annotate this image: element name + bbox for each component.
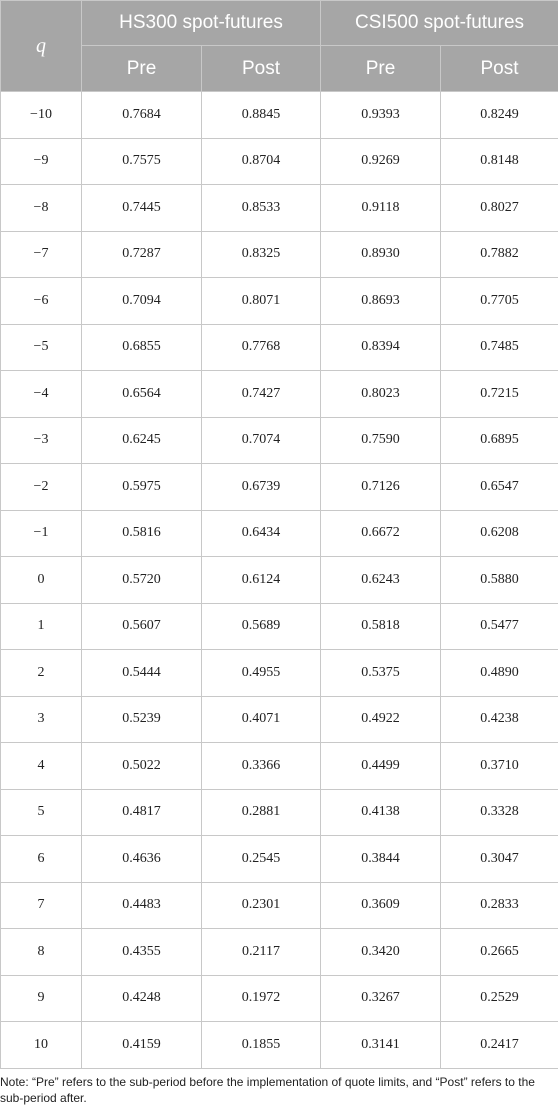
hs300-post-value: 0.7427 [202, 371, 321, 418]
hs300-pre-value: 0.5444 [82, 650, 202, 697]
hs300-pre-value: 0.7287 [82, 231, 202, 278]
table-row [1, 789, 558, 836]
csi500-pre-value: 0.8023 [321, 371, 441, 418]
csi500-pre-value: 0.5375 [321, 650, 441, 697]
csi500-pre-value: 0.9118 [321, 185, 441, 232]
table-header [1, 1, 558, 92]
q-value: 1 [1, 603, 82, 650]
q-value: 8 [1, 929, 82, 976]
hs300-post-header: Post [202, 46, 321, 92]
hs300-post-value: 0.4071 [202, 696, 321, 743]
hs300-post-value: 0.2545 [202, 836, 321, 883]
table-row [1, 92, 558, 139]
table-row [1, 603, 558, 650]
hs300-pre-value: 0.4159 [82, 1022, 202, 1069]
header-row-groups [1, 1, 558, 46]
csi500-post-value: 0.2665 [441, 929, 558, 976]
hs300-post-value: 0.7074 [202, 417, 321, 464]
table-row [1, 836, 558, 883]
csi500-post-value: 0.6547 [441, 464, 558, 511]
q-value: −5 [1, 324, 82, 371]
csi500-post-value: 0.6208 [441, 510, 558, 557]
hs300-pre-value: 0.7575 [82, 138, 202, 185]
hs300-post-value: 0.8704 [202, 138, 321, 185]
hs300-pre-value: 0.4817 [82, 789, 202, 836]
hs300-post-value: 0.8845 [202, 92, 321, 139]
csi500-pre-value: 0.4138 [321, 789, 441, 836]
csi500-pre-value: 0.5818 [321, 603, 441, 650]
q-value: 6 [1, 836, 82, 883]
q-value: 9 [1, 975, 82, 1022]
hs300-post-value: 0.8325 [202, 231, 321, 278]
hs300-pre-value: 0.5239 [82, 696, 202, 743]
q-value: −2 [1, 464, 82, 511]
csi500-post-value: 0.7882 [441, 231, 558, 278]
csi500-post-value: 0.7485 [441, 324, 558, 371]
csi500-pre-value: 0.8693 [321, 278, 441, 325]
q-value: 7 [1, 882, 82, 929]
table-row [1, 324, 558, 371]
csi500-post-value: 0.2529 [441, 975, 558, 1022]
table-body [1, 92, 558, 1069]
hs300-post-value: 0.3366 [202, 743, 321, 790]
csi500-pre-value: 0.3141 [321, 1022, 441, 1069]
table-row [1, 1022, 558, 1069]
q-column-header: q [1, 1, 82, 92]
table-row [1, 185, 558, 232]
csi500-post-value: 0.7215 [441, 371, 558, 418]
hs300-post-value: 0.1972 [202, 975, 321, 1022]
hs300-pre-value: 0.7094 [82, 278, 202, 325]
table-row [1, 975, 558, 1022]
csi500-pre-value: 0.9393 [321, 92, 441, 139]
csi500-pre-header: Pre [321, 46, 441, 92]
csi500-pre-value: 0.8930 [321, 231, 441, 278]
csi500-post-value: 0.4238 [441, 696, 558, 743]
hs300-post-value: 0.2117 [202, 929, 321, 976]
csi500-post-value: 0.2833 [441, 882, 558, 929]
csi500-pre-value: 0.6672 [321, 510, 441, 557]
csi500-pre-value: 0.4499 [321, 743, 441, 790]
hs300-post-value: 0.4955 [202, 650, 321, 697]
csi500-pre-value: 0.3267 [321, 975, 441, 1022]
csi500-post-value: 0.4890 [441, 650, 558, 697]
hs300-post-value: 0.6124 [202, 557, 321, 604]
table-row [1, 510, 558, 557]
hs300-pre-value: 0.7684 [82, 92, 202, 139]
q-value: −6 [1, 278, 82, 325]
q-value: 3 [1, 696, 82, 743]
q-value: −9 [1, 138, 82, 185]
csi500-post-value: 0.8249 [441, 92, 558, 139]
csi500-post-value: 0.6895 [441, 417, 558, 464]
csi500-post-value: 0.5880 [441, 557, 558, 604]
csi500-post-value: 0.8027 [441, 185, 558, 232]
csi500-post-value: 0.7705 [441, 278, 558, 325]
table-row [1, 929, 558, 976]
q-value: 10 [1, 1022, 82, 1069]
table-row [1, 231, 558, 278]
hs300-pre-value: 0.7445 [82, 185, 202, 232]
csi500-pre-value: 0.3844 [321, 836, 441, 883]
csi500-post-value: 0.3047 [441, 836, 558, 883]
table-row [1, 278, 558, 325]
hs300-post-value: 0.1855 [202, 1022, 321, 1069]
hs300-group-header: HS300 spot-futures [82, 1, 321, 46]
q-value: −8 [1, 185, 82, 232]
hs300-post-value: 0.8071 [202, 278, 321, 325]
table-row [1, 371, 558, 418]
q-value: −1 [1, 510, 82, 557]
table-row [1, 417, 558, 464]
csi500-pre-value: 0.9269 [321, 138, 441, 185]
q-value: 2 [1, 650, 82, 697]
table-row [1, 138, 558, 185]
csi500-pre-value: 0.8394 [321, 324, 441, 371]
q-value: 5 [1, 789, 82, 836]
hs300-pre-value: 0.5022 [82, 743, 202, 790]
csi500-post-value: 0.5477 [441, 603, 558, 650]
q-value: −3 [1, 417, 82, 464]
hs300-pre-value: 0.5607 [82, 603, 202, 650]
hs300-pre-value: 0.6564 [82, 371, 202, 418]
csi500-pre-value: 0.7590 [321, 417, 441, 464]
csi500-post-value: 0.3328 [441, 789, 558, 836]
hs300-pre-value: 0.5975 [82, 464, 202, 511]
hs300-pre-value: 0.4483 [82, 882, 202, 929]
q-value: 4 [1, 743, 82, 790]
hs300-pre-value: 0.5816 [82, 510, 202, 557]
table-row [1, 696, 558, 743]
hs300-pre-value: 0.6855 [82, 324, 202, 371]
csi500-pre-value: 0.7126 [321, 464, 441, 511]
hs300-pre-value: 0.5720 [82, 557, 202, 604]
hs300-post-value: 0.6739 [202, 464, 321, 511]
csi500-post-value: 0.8148 [441, 138, 558, 185]
table-row [1, 464, 558, 511]
hs300-post-value: 0.2881 [202, 789, 321, 836]
hs300-post-value: 0.5689 [202, 603, 321, 650]
csi500-post-value: 0.3710 [441, 743, 558, 790]
hs300-post-value: 0.7768 [202, 324, 321, 371]
csi500-post-header: Post [441, 46, 558, 92]
hs300-post-value: 0.6434 [202, 510, 321, 557]
csi500-pre-value: 0.3420 [321, 929, 441, 976]
csi500-pre-value: 0.3609 [321, 882, 441, 929]
table-row [1, 743, 558, 790]
csi500-pre-value: 0.4922 [321, 696, 441, 743]
q-value: −4 [1, 371, 82, 418]
header-row-periods [1, 46, 558, 92]
csi500-post-value: 0.2417 [441, 1022, 558, 1069]
hs300-post-value: 0.8533 [202, 185, 321, 232]
q-value: 0 [1, 557, 82, 604]
q-value: −7 [1, 231, 82, 278]
q-value: −10 [1, 92, 82, 139]
hs300-pre-value: 0.4355 [82, 929, 202, 976]
table-note: Note: “Pre” refers to the sub-period before the implementation of quote limits, and “Post” refers to the sub-period after. [0, 1074, 535, 1105]
table-row [1, 882, 558, 929]
hs300-pre-value: 0.6245 [82, 417, 202, 464]
hs300-post-value: 0.2301 [202, 882, 321, 929]
hs300-pre-value: 0.4636 [82, 836, 202, 883]
table-row [1, 650, 558, 697]
hs300-pre-value: 0.4248 [82, 975, 202, 1022]
table-row [1, 557, 558, 604]
csi500-pre-value: 0.6243 [321, 557, 441, 604]
csi500-group-header: CSI500 spot-futures [321, 1, 558, 46]
hs300-pre-header: Pre [82, 46, 202, 92]
